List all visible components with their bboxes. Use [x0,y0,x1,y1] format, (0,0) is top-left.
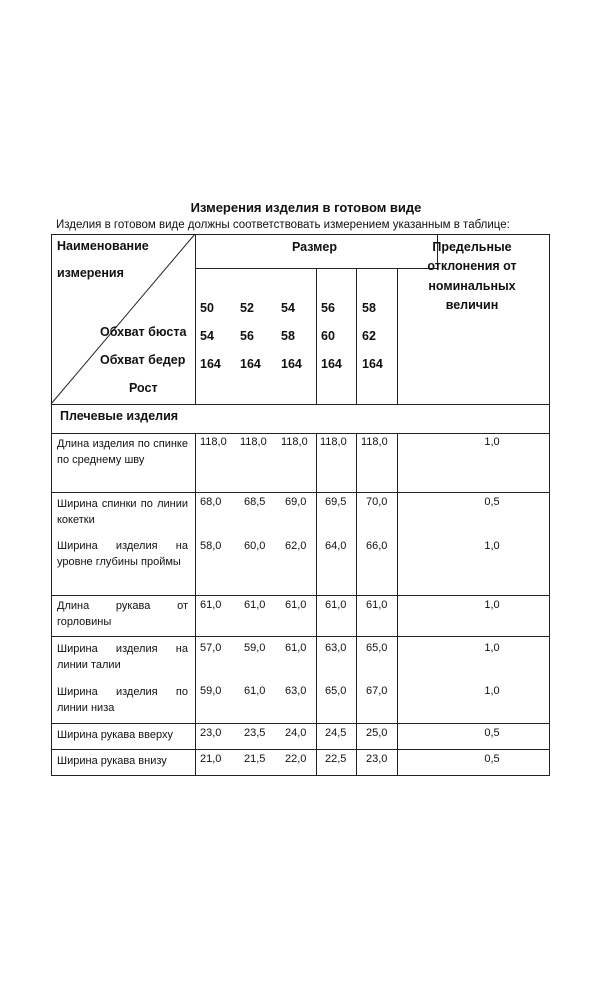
cell: 61,0 [244,685,266,697]
cell: 23,5 [244,727,266,739]
cell: 69,0 [285,496,307,508]
row-name-6: Ширина изделия по линии низа [57,686,188,714]
cell: 60,0 [244,540,266,552]
cell: 61,0 [244,599,266,611]
cell: 118,0 [361,436,388,448]
row-name-3: Ширина изделия на уровне глубины проймы [57,540,188,568]
bust-58: 58 [281,329,295,343]
row-name-1: Длина изделия по спинке по среднему шву [57,438,188,466]
height-4: 164 [321,357,342,371]
tolerance-header-3: номинальных [428,279,516,293]
cell: 62,0 [285,540,307,552]
bust-60: 60 [321,329,335,343]
cell: 58,0 [200,540,222,552]
name-col-header-2: измерения [57,266,124,280]
cell: 24,0 [285,727,307,739]
height-3: 164 [281,357,302,371]
cell: 70,0 [366,496,388,508]
row-label-bust: Обхват бюста [100,325,187,339]
size-56: 56 [321,301,335,315]
cell: 118,0 [240,436,267,448]
cell: 61,0 [285,642,307,654]
tolerance-cell: 1,0 [484,540,500,552]
row-name-2: Ширина спинки по линии кокетки [57,498,188,526]
cell: 57,0 [200,642,222,654]
row-name-4: Длина рукава от горловины [57,600,188,628]
cell: 67,0 [366,685,388,697]
cell: 118,0 [200,436,227,448]
tolerance-header-2: отклонения от [427,259,517,273]
tolerance-header-4: величин [445,298,499,312]
cell: 61,0 [200,599,222,611]
cell: 64,0 [325,540,347,552]
size-50: 50 [200,301,214,315]
cell: 23,0 [200,727,222,739]
cell: 21,0 [200,753,222,765]
cell: 63,0 [325,642,347,654]
cell: 22,5 [325,753,347,765]
cell: 61,0 [366,599,388,611]
cell: 68,5 [244,496,266,508]
cell: 118,0 [320,436,347,448]
size-54: 54 [281,301,295,315]
size-58: 58 [362,301,376,315]
row-name-8: Ширина рукава внизу [57,755,167,767]
cell: 24,5 [325,727,347,739]
document-title: Измерения изделия в готовом виде [190,200,422,215]
row-name-5: Ширина изделия на линии талии [57,643,188,671]
tolerance-header-1: Предельные [432,240,512,254]
cell: 23,0 [366,753,388,765]
tolerance-cell: 1,0 [484,436,500,448]
size-header: Размер [292,240,338,254]
height-5: 164 [362,357,383,371]
cell: 68,0 [200,496,222,508]
tolerance-cell: 0,5 [484,496,500,508]
cell: 21,5 [244,753,266,765]
tolerance-cell: 1,0 [484,599,500,611]
cell: 65,0 [325,685,347,697]
tolerance-cell: 0,5 [484,753,500,765]
cell: 61,0 [285,599,307,611]
row-name-7: Ширина рукава вверху [57,729,173,741]
cell: 25,0 [366,727,388,739]
tolerance-cell: 1,0 [484,685,500,697]
cell: 65,0 [366,642,388,654]
cell: 118,0 [281,436,308,448]
name-col-header-1: Наименование [57,239,149,253]
row-label-height: Рост [129,381,158,395]
row-label-hips: Обхват бедер [100,353,186,367]
cell: 59,0 [200,685,222,697]
cell: 69,5 [325,496,347,508]
height-2: 164 [240,357,261,371]
bust-54: 54 [200,329,214,343]
bust-56: 56 [240,329,254,343]
cell: 22,0 [285,753,307,765]
cell: 61,0 [325,599,347,611]
cell: 66,0 [366,540,388,552]
document-subtitle: Изделия в готовом виде должны соответствовать измерением указанным в таблице: [56,219,510,231]
tolerance-cell: 1,0 [484,642,500,654]
section-heading: Плечевые изделия [60,409,179,423]
cell: 63,0 [285,685,307,697]
tolerance-cell: 0,5 [484,727,500,739]
bust-62: 62 [362,329,376,343]
size-52: 52 [240,301,254,315]
height-1: 164 [200,357,221,371]
cell: 59,0 [244,642,266,654]
